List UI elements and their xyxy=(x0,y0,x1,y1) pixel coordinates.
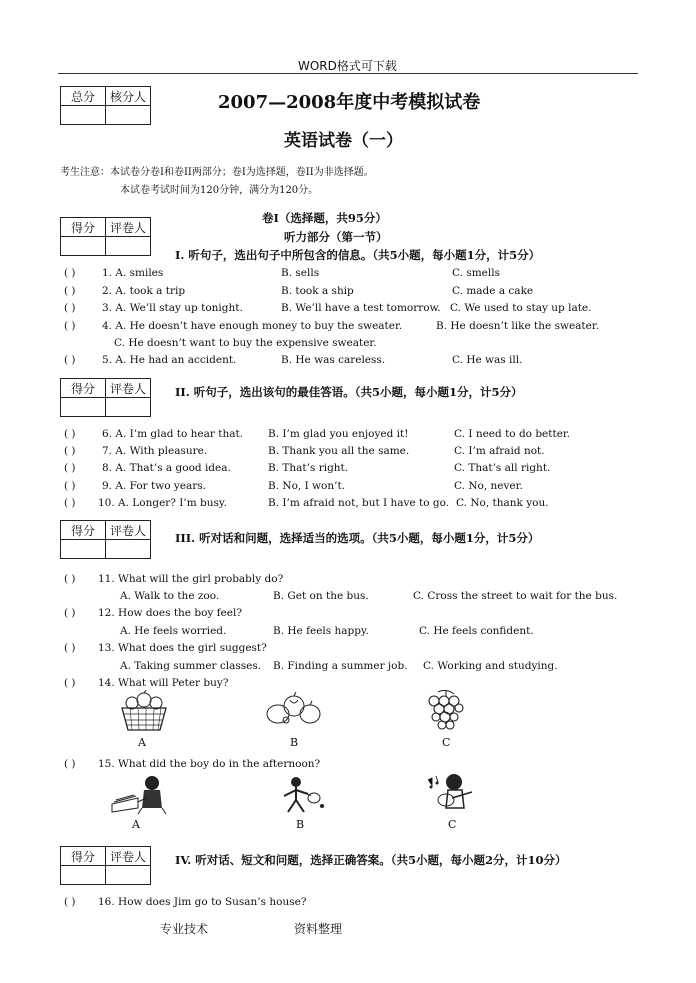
question-text: 10. A. Longer? I’m busy. xyxy=(98,497,227,509)
answer-paren[interactable]: ( ) xyxy=(64,677,76,689)
question-text: 6. A. I’m glad to hear that. xyxy=(102,428,244,440)
option-b: B. Get on the bus. xyxy=(273,590,369,602)
score-cell xyxy=(106,540,151,559)
answer-paren[interactable]: ( ) xyxy=(64,573,76,585)
option-c: C. made a cake xyxy=(452,285,534,297)
section-score-box xyxy=(60,520,151,559)
answer-paren[interactable]: ( ) xyxy=(64,497,76,509)
exam-title: 2007—2008年度中考模拟试卷 xyxy=(218,92,481,113)
option-c: C. I’m afraid not. xyxy=(454,445,545,457)
score-box-label: 核分人 xyxy=(106,87,151,106)
answer-paren[interactable]: ( ) xyxy=(64,445,76,457)
answer-paren[interactable]: ( ) xyxy=(64,320,76,332)
option-c: C. smells xyxy=(452,267,500,279)
option-c: C. Cross the street to wait for the bus. xyxy=(413,590,618,602)
option-b: B. sells xyxy=(281,267,320,279)
grapes-picture[interactable] xyxy=(424,688,468,732)
question-text: 12. How does the boy feel? xyxy=(98,607,242,619)
score-box-label: 评卷人 xyxy=(106,521,151,540)
score-box-label: 得分 xyxy=(61,521,106,540)
boy-playing-tennis-picture[interactable] xyxy=(276,776,328,816)
option-a: A. He feels worried. xyxy=(120,625,227,637)
total-score-box xyxy=(60,86,151,125)
score-cell xyxy=(106,866,151,885)
answer-paren[interactable]: ( ) xyxy=(64,354,76,366)
section-score-box xyxy=(60,378,151,417)
answer-paren[interactable]: ( ) xyxy=(64,642,76,654)
option-a: A. Taking summer classes. xyxy=(120,660,262,672)
score-cell xyxy=(106,237,151,256)
option-b: B. Thank you all the same. xyxy=(268,445,410,457)
score-box-label: 得分 xyxy=(61,218,106,237)
option-b: B. We’ll have a test tomorrow. xyxy=(281,302,441,314)
question-text: 13. What does the girl suggest? xyxy=(98,642,267,654)
option-c: C. He was ill. xyxy=(452,354,523,366)
notice-line: 本试卷考试时间为120分钟，满分为120分。 xyxy=(120,185,319,196)
option-b: B. I’m glad you enjoyed it! xyxy=(268,428,409,440)
question-text: 3. A. We’ll stay up tonight. xyxy=(102,302,243,314)
score-cell xyxy=(106,398,151,417)
fruits-picture[interactable] xyxy=(264,692,324,728)
option-b: B. took a ship xyxy=(281,285,354,297)
option-c: C. He doesn’t want to buy the expensive sweater. xyxy=(114,337,377,349)
score-cell xyxy=(61,398,106,417)
answer-paren[interactable]: ( ) xyxy=(64,607,76,619)
question-text: 2. A. took a trip xyxy=(102,285,186,297)
section-score-box xyxy=(60,846,151,885)
question-text: 14. What will Peter buy? xyxy=(98,677,229,689)
question-text: 7. A. With pleasure. xyxy=(102,445,208,457)
option-b: B. He was careless. xyxy=(281,354,386,366)
exam-subtitle: 英语试卷（一） xyxy=(284,131,403,151)
score-cell xyxy=(106,106,151,125)
option-c: C. I need to do better. xyxy=(454,428,571,440)
answer-paren[interactable]: ( ) xyxy=(64,285,76,297)
fruit-basket-picture[interactable] xyxy=(118,690,170,732)
question-text: 9. A. For two years. xyxy=(102,480,207,492)
option-b: B. I’m afraid not, but I have to go. xyxy=(268,497,450,509)
answer-paren[interactable]: ( ) xyxy=(64,480,76,492)
score-box-label: 评卷人 xyxy=(106,218,151,237)
answer-paren[interactable]: ( ) xyxy=(64,428,76,440)
option-c: C. No, never. xyxy=(454,480,523,492)
boy-playing-guitar-picture[interactable] xyxy=(422,772,478,816)
picture-label: A xyxy=(138,736,146,749)
option-c: C. No, thank you. xyxy=(456,497,549,509)
question-text: 8. A. That’s a good idea. xyxy=(102,462,231,474)
option-b: B. He feels happy. xyxy=(273,625,369,637)
section-title: III. 听对话和问题，选择适当的选项。（共5小题，每小题1分，计5分） xyxy=(175,531,540,545)
picture-label: B xyxy=(296,818,305,831)
picture-label: B xyxy=(290,736,299,749)
score-cell xyxy=(61,237,106,256)
option-c: C. Working and studying. xyxy=(423,660,558,672)
score-box-label: 评卷人 xyxy=(106,847,151,866)
picture-label: C xyxy=(448,818,457,831)
answer-paren[interactable]: ( ) xyxy=(64,302,76,314)
score-box-label: 评卷人 xyxy=(106,379,151,398)
question-text: 16. How does Jim go to Susan’s house? xyxy=(98,896,307,908)
section-score-box xyxy=(60,217,151,256)
option-b: B. He doesn’t like the sweater. xyxy=(436,320,600,332)
score-cell xyxy=(61,540,106,559)
picture-label: C xyxy=(442,736,451,749)
option-c: C. That’s all right. xyxy=(454,462,551,474)
option-c: C. We used to stay up late. xyxy=(450,302,592,314)
question-text: 4. A. He doesn’t have enough money to buy the sweater. xyxy=(102,320,403,332)
page-header: WORD格式可下载 xyxy=(298,59,397,73)
footer-right: 资料整理 xyxy=(294,922,343,936)
boy-reading-picture[interactable] xyxy=(108,774,170,816)
score-box-label: 总分 xyxy=(61,87,106,106)
score-box-label: 得分 xyxy=(61,379,106,398)
question-text: 15. What did the boy do in the afternoon? xyxy=(98,758,321,770)
section-title: IV. 听对话、短文和问题，选择正确答案。（共5小题，每小题2分，计10分） xyxy=(175,853,567,867)
score-cell xyxy=(61,866,106,885)
answer-paren[interactable]: ( ) xyxy=(64,267,76,279)
header-rule xyxy=(58,73,638,74)
section-title: I. 听句子，选出句子中所包含的信息。（共5小题，每小题1分，计5分） xyxy=(175,248,541,262)
picture-label: A xyxy=(132,818,140,831)
option-c: C. He feels confident. xyxy=(419,625,534,637)
question-text: 1. A. smiles xyxy=(102,267,164,279)
notice-line: 考生注意：本试卷分卷I和卷II两部分；卷I为选择题，卷II为非选择题。 xyxy=(60,167,374,178)
section-title: II. 听句子，选出该句的最佳答语。（共5小题，每小题1分，计5分） xyxy=(175,385,523,399)
score-cell xyxy=(61,106,106,125)
question-text: 11. What will the girl probably do? xyxy=(98,573,284,585)
part-subtitle: 听力部分（第一节） xyxy=(284,230,388,244)
answer-paren[interactable]: ( ) xyxy=(64,462,76,474)
option-b: B. Finding a summer job. xyxy=(273,660,408,672)
question-text: 5. A. He had an accident. xyxy=(102,354,237,366)
footer-left: 专业技术 xyxy=(160,922,209,936)
answer-paren[interactable]: ( ) xyxy=(64,896,76,908)
part-title: 卷I（选择题，共95分） xyxy=(262,211,387,225)
option-b: B. No, I won’t. xyxy=(268,480,346,492)
score-box-label: 得分 xyxy=(61,847,106,866)
option-b: B. That’s right. xyxy=(268,462,349,474)
answer-paren[interactable]: ( ) xyxy=(64,758,76,770)
option-a: A. Walk to the zoo. xyxy=(120,590,220,602)
